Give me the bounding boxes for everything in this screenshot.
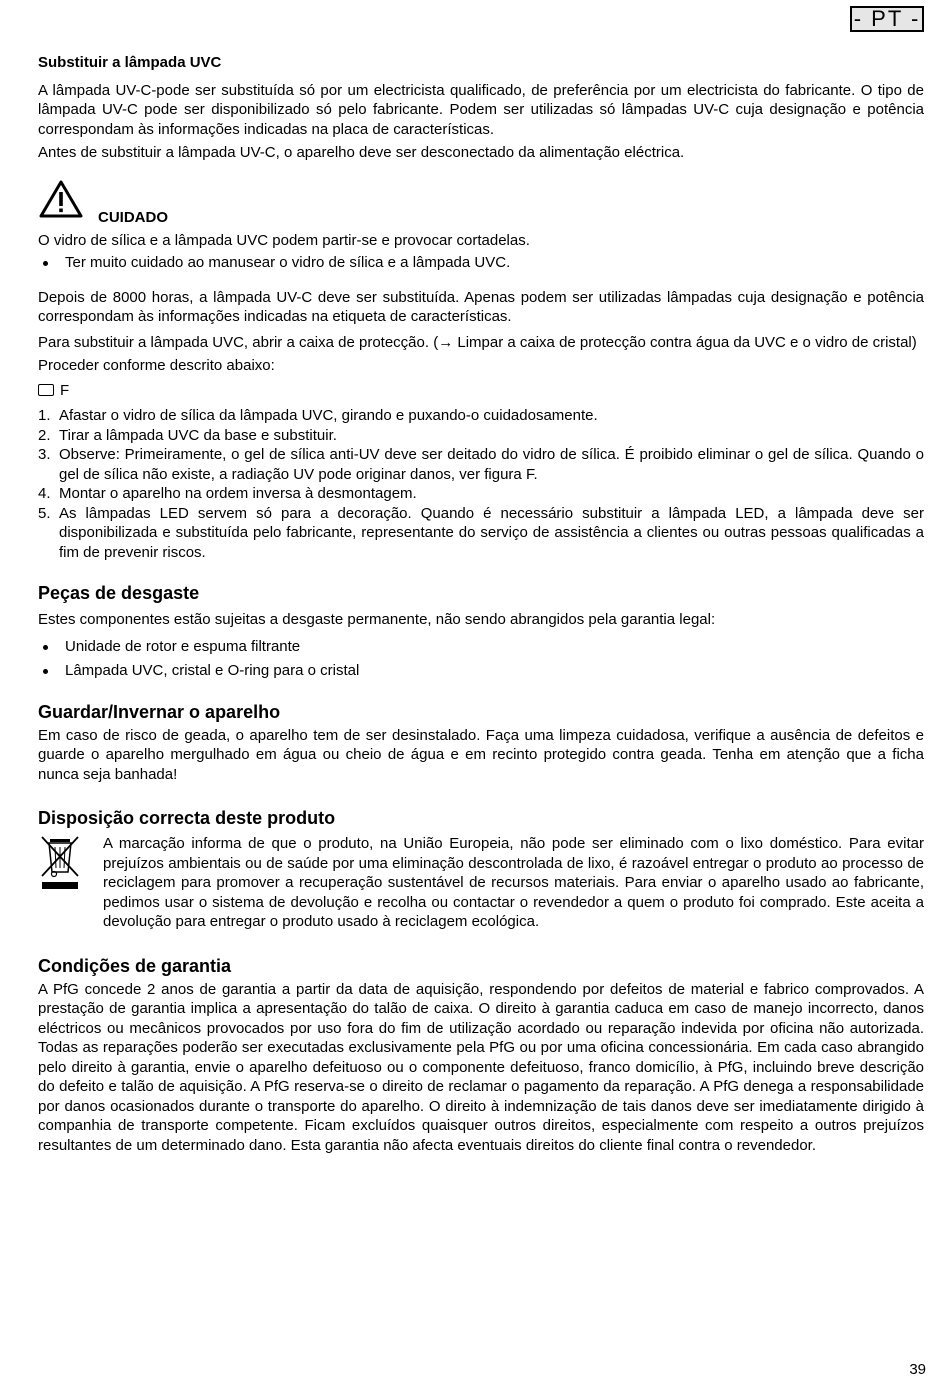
list-item: Lâmpada UVC, cristal e O-ring para o cristal: [38, 661, 924, 681]
warning-text: O vidro de sílica e a lâmpada UVC podem partir-se e provocar cortadelas.: [38, 231, 530, 249]
wear-intro: Estes componentes estão sujeitas a desgaste permanente, não sendo abrangidos pela garantia legal:: [38, 611, 716, 628]
uvc-para-4: Para substituir a lâmpada UVC, abrir a caixa de protecção. (→ Limpar a caixa de protecção contra água da UVC e o vidro de cristal): [38, 333, 917, 351]
step-item: 3. Observe: Primeiramente, o gel de sílica anti-UV deve ser deitado do vidro de sílica. É proibido eliminar o gel de sílica. Quando o gel de sílica não existe, a radiação UV pode originar danos, ver figura F.: [38, 446, 924, 483]
disposal-title: Disposição correcta deste produto: [38, 808, 336, 828]
uvc-para-5: Proceder conforme descrito abaixo:: [38, 357, 275, 374]
wear-title: Peças de desgaste: [38, 583, 200, 603]
figure-reference: [38, 381, 924, 401]
steps-list: [38, 406, 924, 562]
page-content: [38, 53, 924, 1155]
list-item: Unidade de rotor e espuma filtrante: [38, 637, 924, 657]
uvc-title: Substituir a lâmpada UVC: [38, 54, 222, 71]
warning-triangle-icon: [38, 179, 84, 219]
warning-label: CUIDADO: [98, 208, 168, 226]
warranty-title: Condições de garantia: [38, 955, 232, 976]
book-icon: [38, 384, 54, 396]
warning-bullet: Ter muito cuidado ao manusear o vidro de sílica e a lâmpada UVC.: [38, 253, 924, 273]
uvc-para-1: A lâmpada UV-C-pode ser substituída só por um electricista qualificado, de preferência por um electricista do fabricante. O tipo de lâmpada UV-C pode ser disponibilizado só pelo fabricante. Podem ser utilizadas só lâmpadas UV-C cuja designação e potência correspondam às informações indicadas na placa de características.: [38, 81, 924, 138]
storage-text: Em caso de risco de geada, o aparelho tem de ser desinstalado. Faça uma limpeza cuidadosa, verifique a ausência de defeitos e guarde o aparelho mergulhado em água ou cheio de água e em recinto protegido contra geada. Tenha em atenção que a ficha nunca seja banhada!: [38, 726, 924, 783]
language-tag: - PT -: [850, 6, 924, 32]
warranty-text: A PfG concede 2 anos de garantia a partir da data de aquisição, respondendo por defeitos de material e fabrico comprovados. A prestação de garantia implica a apresentação do talão de caixa. O direito à garantia caduca em caso de manejo incorrecto, danos eléctricos ou mecânicos provocados por uso fora do fim de utilização acordado ou reparação indevida por oficina não autorizada. Todas as reparações poderão ser executadas exclusivamente pela PfG ou por uma oficina concessionária. Em cada caso abrangido pelo direito à garantia, envie o aparelho defeituoso ou o componente defeituoso, franco domicílio, à PfG, incluindo breve descrição do defeito e talão de aquisição. A PfG reserva-se o direito de reclamar o pagamento da reparação. A PfG denega a responsabilidade por danos ocasionados durante o transporte do aparelho. O direito à indemnização de tais danos deve ser imediatamente dirigido à companhia de transporte competente. Ficam excluídos quaisquer outros direitos, especialmente com respeito a outros prejuízos resultantes de um determinado dano. Esta garantia não afecta eventuais direitos do cliente final contra o revendedor.: [38, 980, 924, 1154]
page-number: 39: [909, 1361, 926, 1378]
step-item: 2. Tirar a lâmpada UVC da base e substituir.: [38, 426, 337, 444]
figure-ref-label: F: [60, 381, 70, 399]
disposal-text: A marcação informa de que o produto, na União Europeia, não pode ser eliminado com o lixo doméstico. Para evitar prejuízos ambientais ou de saúde por uma eliminação descontrolada de lixo, é razoável entregar o produto ao processo de reciclagem para promover a recuperação sustentável de recursos materiais. Para enviar o aparelho usado ao fabricante, pedimos usar o sistema de devolução e recolha ou contactar o revendedor a quem o produto foi comprado. Este aceita a devolução para entregar o produto usado à reciclagem ecológica.: [103, 835, 924, 930]
step-item: 1. Afastar o vidro de sílica da lâmpada UVC, girando e puxando-o cuidadosamente.: [38, 407, 598, 424]
warning-block: [38, 179, 924, 227]
uvc-para-3: Depois de 8000 horas, a lâmpada UV-C deve ser substituída. Apenas podem ser utilizadas lâmpadas cuja designação e potência correspondam às informações indicadas na etiqueta de características.: [38, 288, 924, 325]
weee-bin-icon: [38, 834, 82, 894]
step-item: 5. As lâmpadas LED servem só para a decoração. Quando é necessário substituir a lâmpada LED, a lâmpada deve ser disponibilizada e substituída pelo fabricante, representante do serviço de assistência a clientes ou outras pessoas qualificadas a fim de prevenir riscos.: [38, 504, 924, 561]
storage-title: Guardar/Invernar o aparelho: [38, 701, 281, 722]
uvc-para-2: Antes de substituir a lâmpada UV-C, o aparelho deve ser desconectado da alimentação eléctrica.: [38, 144, 685, 161]
step-item: 4. Montar o aparelho na ordem inversa à desmontagem.: [38, 485, 417, 502]
wear-list: [38, 637, 924, 681]
